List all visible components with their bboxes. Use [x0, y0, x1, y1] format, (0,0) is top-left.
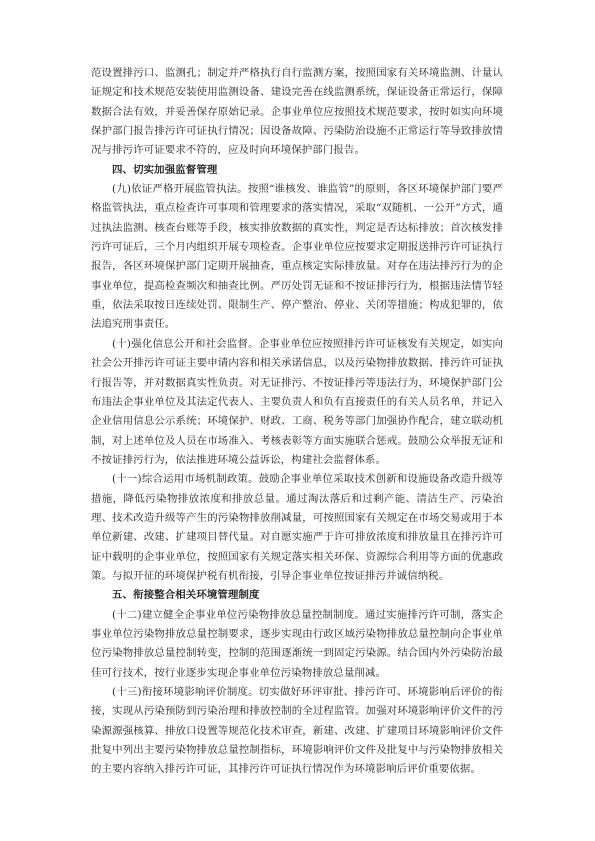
paragraph-item-9: (九)依证严格开展监管执法。按照“谁核发、谁监管”的原则，各区环境保护部门要严格监管执法，重点检查许可事项和管理要求的落实情况，采取“双随机、一公开”方式，通过执法监测、核查台账等手段，核实排放数据的真实性，判定是否达标排放；首次核发排污许可证后，三个月内组织开展专项检查。企事业单位应按要求定期报送排污许可证执行报告，各区环境保护部门定期开展抽查，重点核定实际排放量。对存在违法排污行为的企事业单位，提高检查频次和抽查比例。严厉处罚无证和不按证排污行为，根据违法情节轻重，依法采取按日连续处罚、限制生产、停产整治、停业、关闭等措施；构成犯罪的，依法追究刑事责任。 — [91, 183, 503, 331]
paragraph-continuation: 范设置排污口、监测孔；制定并严格执行自行监测方案，按照国家有关环境监测、计量认证规定和技术规范安装使用监测设备、建设完善在线监测系统，保证设备正常运行，保障数据合法有效，并妥善保存原始记录。企事业单位应按照技术规范要求，按时如实向环境保护部门报告排污许可证执行情况；因设备故障、污染防治设施不正常运行等导致排放情况与排污许可证要求不符的，应及时向环境保护部门报告。 — [91, 67, 503, 157]
paragraph-item-11: (十一)综合运用市场机制政策。鼓励企事业单位采取技术创新和设施设备改造升级等措施，降低污染物排放浓度和排放总量。通过淘汰落后和过剩产能、清洁生产、污染治理、技术改造升级等产生的污染物排放削减量，可按照国家有关规定在市场交易或用于本单位新建、改建、扩建项目替代量。对自愿实施严于许可排放浓度和排放量且在排污许可证中载明的企事业单位，按照国家有关规定落实相关环保、资源综合利用等方面的优惠政策。与拟开征的环境保护税有机衔接，引导企事业单位按证排污并诚信纳税。 — [91, 473, 503, 582]
section-heading-5: 五、衔接整合相关环境管理制度 — [112, 589, 260, 602]
section-heading-4: 四、切实加强监督管理 — [112, 163, 218, 176]
document-body — [91, 64, 503, 780]
paragraph-item-10: (十)强化信息公开和社会监督。企事业单位应按照排污许可证核发有关规定，如实向社会公开排污许可证主要申请内容和相关承诺信息，以及污染物排放数据、排污许可证执行报告等，并对数据真实性负责。对无证排污、不按证排污等违法行为，环境保护部门公布违法企事业单位及其法定代表人、主要负责人和负有直接责任的有关人员名单，并记入企业信用信息公示系统；环境保护、财政、工商、税务等部门加强协作配合，建立联动机制，对上述单位及人员在市场准入、考核表彰等方面实施联合惩戒。鼓励公众举报无证和不按证排污行为，依法推进环境公益诉讼，构建社会监督体系。 — [91, 337, 503, 466]
paragraph-item-13: (十三)衔接环境影响评价制度。切实做好环评审批、排污许可、环境影响后评价的衔接，实现从污染预防到污染治理和排放控制的全过程监管。加强对环境影响评价文件的污染源源强核算、排放口设置等规范化技术审查，新建、改建、扩建项目环境影响评价文件批复中列出主要污染物排放总量控制指标，环境影响评价文件及批复中与污染物排放相关的主要内容纳入排污许可证，其排污许可证执行情况作为环境影响后评价重要依据。 — [91, 686, 503, 776]
paragraph-item-12: (十二)建立健全企事业单位污染物排放总量控制制度。通过实施排污许可制，落实企事业单位污染物排放总量控制要求，逐步实现由行政区域污染物排放总量控制向企事业单位污染物排放总量控制转变，控制的范围逐渐统一到固定污染源。结合国内外污染防治最佳可行技术，按行业逐步实现企事业单位污染物排放总量削减。 — [91, 608, 503, 679]
